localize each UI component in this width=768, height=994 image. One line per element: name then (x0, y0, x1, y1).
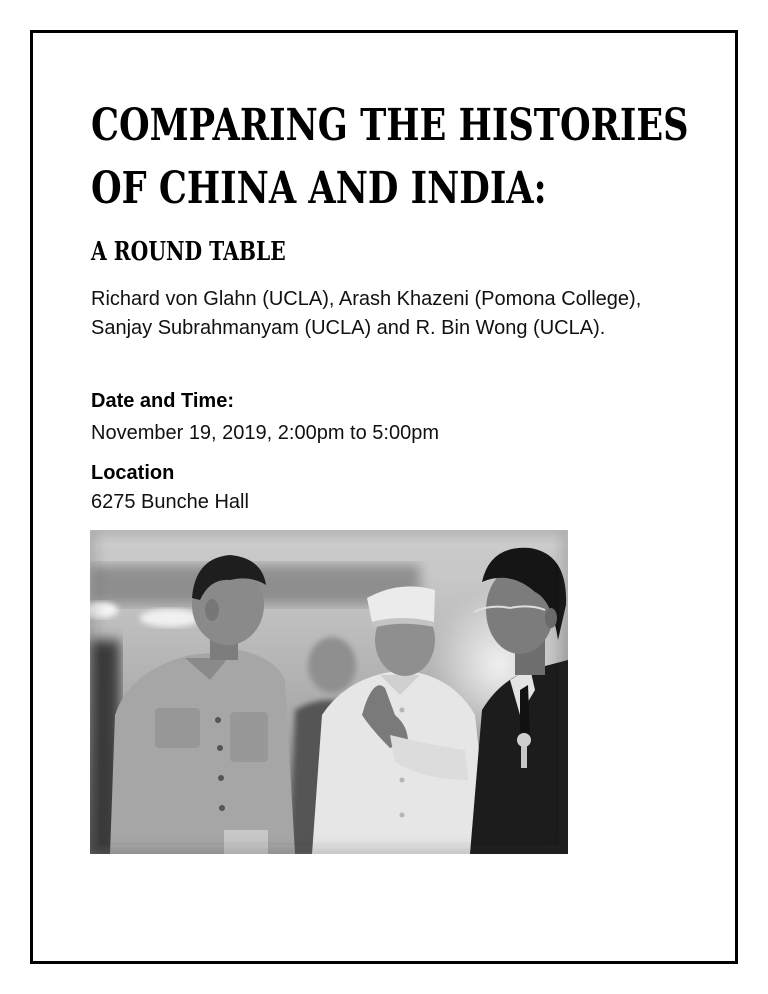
title-line-2: OF CHINA AND INDIA: (91, 163, 547, 214)
title-line-1: COMPARING THE HISTORIES (91, 100, 689, 151)
photo-illustration (90, 530, 568, 854)
date-time-value: November 19, 2019, 2:00pm to 5:00pm (91, 422, 439, 444)
speakers-list: Richard von Glahn (UCLA), Arash Khazeni (Pomona College), Sanjay Subrahmanyam (UCLA) and R. Bin Wong (UCLA). (91, 288, 642, 339)
location-value: 6275 Bunche Hall (91, 491, 249, 513)
subtitle: A ROUND TABLE (91, 237, 286, 267)
location-label: Location (91, 462, 175, 484)
historical-photo (90, 530, 568, 854)
date-time-label: Date and Time: (91, 390, 234, 412)
